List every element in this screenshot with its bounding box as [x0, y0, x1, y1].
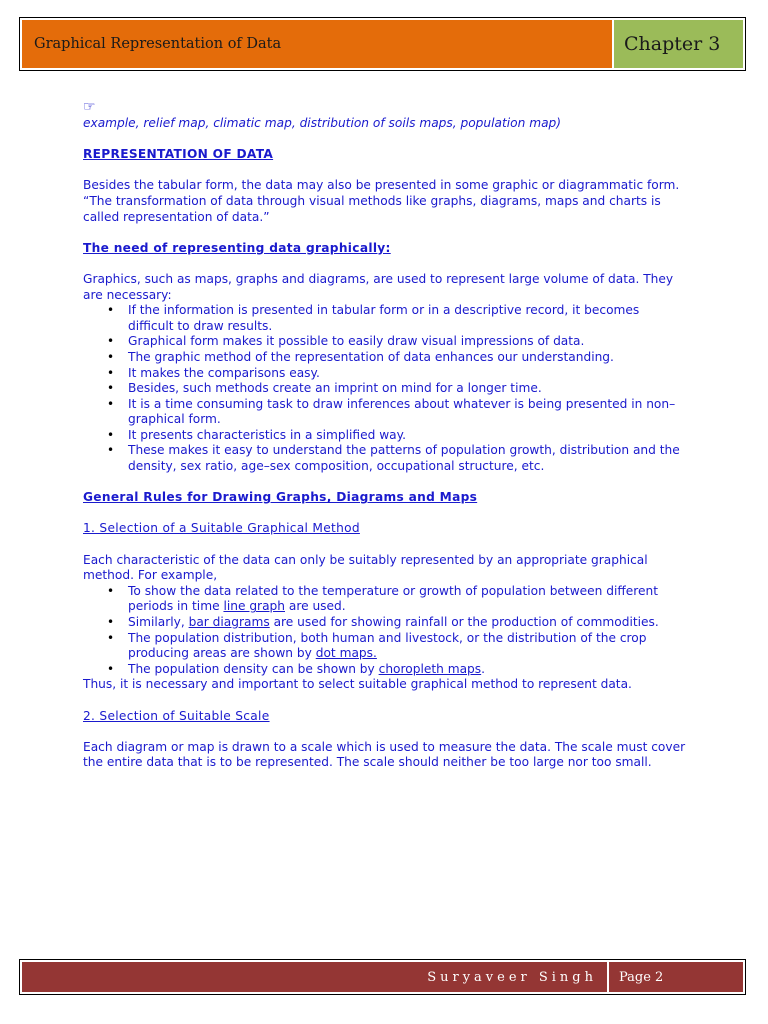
choropleth-maps-link[interactable]: choropleth maps [378, 661, 482, 676]
list-item: • The population density can be shown by choropleth maps. [128, 662, 688, 678]
list-item: • The graphic method of the representation of data enhances our understanding. [128, 350, 688, 366]
list-item: • The population distribution, both human and livestock, or the distribution of the crop producing areas are shown by dot maps. [128, 631, 688, 662]
page-header [19, 17, 746, 71]
list-item: • Besides, such methods create an imprint on mind for a longer time. [128, 381, 688, 397]
header-chapter-band [614, 20, 743, 68]
rules-sub2-para: Each diagram or map is drawn to a scale which is used to measure the data. The scale must cover the entire data that is to be represented. The scale should neither be too large nor too small. [83, 739, 686, 770]
rules-sub1-conclusion: Thus, it is necessary and important to select suitable graphical method to represent data. [83, 677, 632, 692]
representation-heading: REPRESENTATION OF DATA [83, 147, 274, 162]
need-list [83, 303, 688, 475]
footer-author-band [22, 962, 609, 992]
need-heading: The need of representing data graphically: [83, 240, 391, 255]
chapter-label: Chapter 3 [624, 33, 721, 55]
line-graph-link[interactable]: line graph [223, 599, 285, 614]
author-name: Suryaveer Singh [427, 969, 597, 985]
rules-sub2-heading: 2. Selection of Suitable Scale [83, 708, 270, 723]
list-item: • It is a time consuming task to draw inferences about whatever is being presented in non–graphical form. [128, 397, 688, 428]
list-item: • If the information is presented in tabular form or in a descriptive record, it becomes difficult to draw results. [128, 303, 688, 334]
list-item: • It presents characteristics in a simplified way. [128, 428, 688, 444]
dot-maps-link[interactable]: dot maps. [315, 646, 377, 661]
list-item: • Similarly, bar diagrams are used for showing rainfall or the production of commodities. [128, 615, 688, 631]
list-item: • Graphical form makes it possible to easily draw visual impressions of data. [128, 334, 688, 350]
list-item: • To show the data related to the temperature or growth of population between different periods in time line graph are used. [128, 584, 688, 615]
bar-diagrams-link[interactable]: bar diagrams [188, 615, 270, 629]
representation-para-2: “The transformation of data through visual methods like graphs, diagrams, maps and charts is called representation of data.” [83, 193, 661, 224]
pointing-hand-icon: ☞ [83, 99, 96, 115]
rules-heading: General Rules for Drawing Graphs, Diagrams and Maps [83, 490, 478, 505]
list-item: • These makes it easy to understand the patterns of population growth, distribution and the density, sex ratio, age–sex composition, occupational structure, etc. [128, 443, 688, 474]
header-title-band [22, 20, 614, 68]
representation-para-1: Besides the tabular form, the data may also be presented in some graphic or diagrammatic form. [83, 178, 680, 193]
list-item: • It makes the comparisons easy. [128, 366, 688, 382]
page-content [83, 98, 688, 771]
page-number: Page 2 [619, 969, 664, 985]
rules-sub1-heading: 1. Selection of a Suitable Graphical Method [83, 521, 360, 536]
page-footer [19, 959, 746, 995]
rules-sub1-intro: Each characteristic of the data can only be suitably represented by an appropriate graphical method. For example, [83, 552, 648, 583]
need-intro: Graphics, such as maps, graphs and diagrams, are used to represent large volume of data. They are necessary: [83, 271, 674, 302]
example-line: example, relief map, climatic map, distribution of soils maps, population map) [83, 116, 562, 130]
rules-sub1-list [83, 584, 688, 678]
footer-page-band [609, 962, 743, 992]
document-title: Graphical Representation of Data [34, 36, 282, 52]
